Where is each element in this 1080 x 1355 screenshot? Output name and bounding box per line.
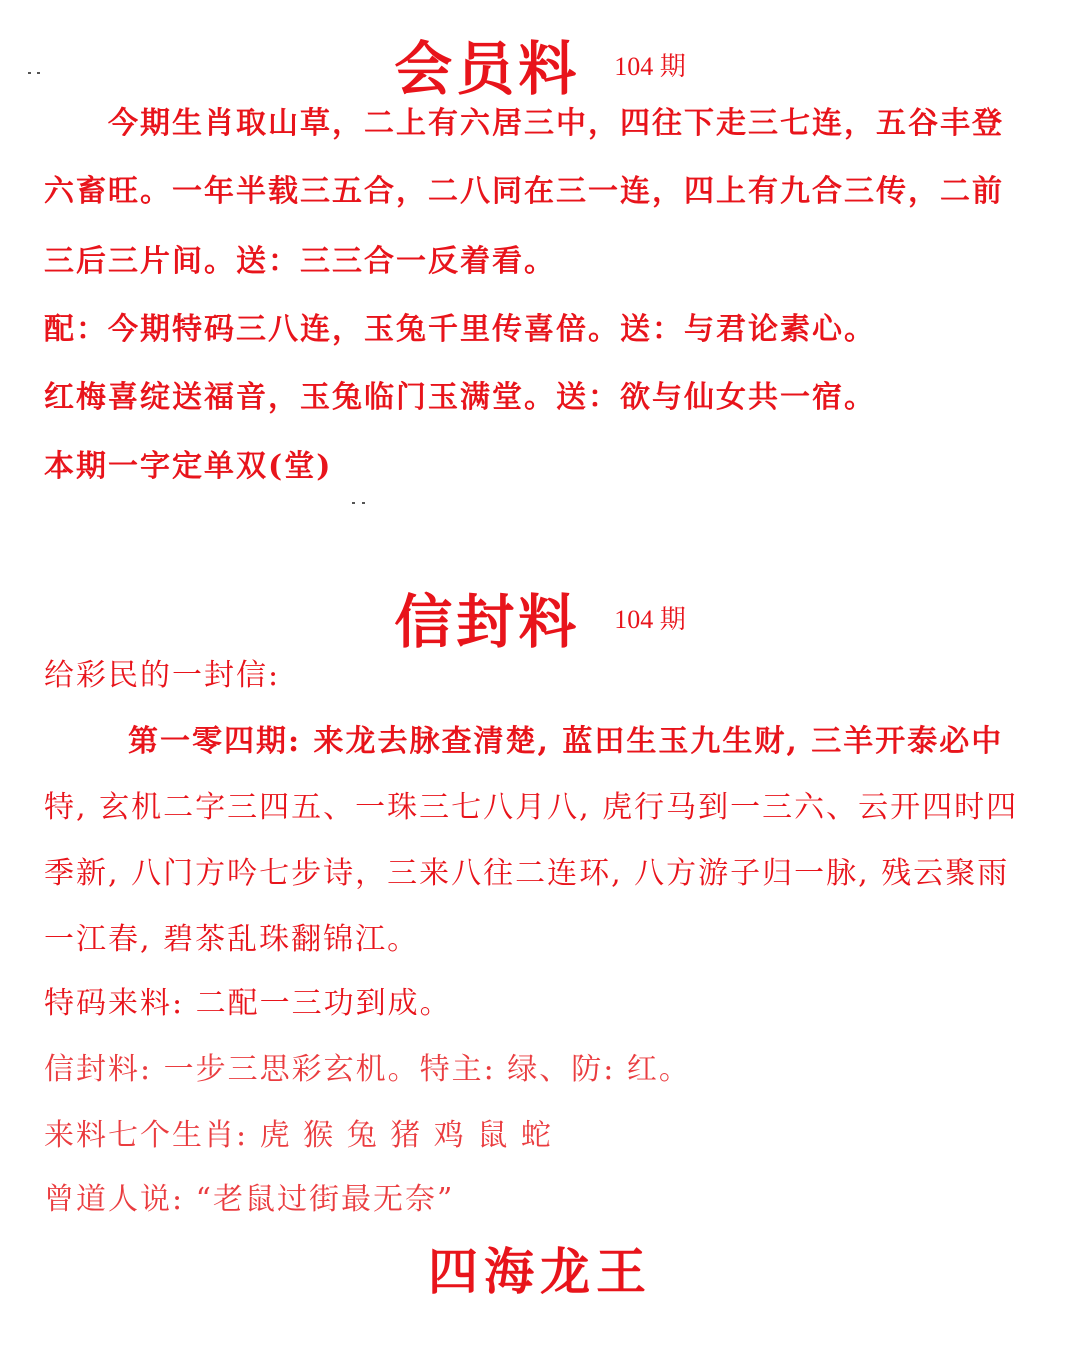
envelope-line-9: 曾道人说: “老鼠过街最无奈” xyxy=(44,1182,455,1217)
member-line-4: 配：今期特码三八连，玉兔千里传喜倍。送：与君论素心。 xyxy=(44,312,876,347)
scan-speck xyxy=(37,72,40,74)
envelope-line-5: 一江春, 碧茶乱珠翻锦江。 xyxy=(44,922,420,957)
scan-speck xyxy=(352,502,355,504)
envelope-line-2: 第一零四期: 来龙去脉查清楚, 蓝田生玉九生财, 三羊开泰必中 xyxy=(128,724,1004,759)
envelope-line-1: 给彩民的一封信: xyxy=(44,658,281,693)
member-line-2: 六畜旺。一年半载三五合，二八同在三一连，四上有九合三传，二前 xyxy=(44,174,1004,209)
member-line-6: 本期一字定单双(堂) xyxy=(44,449,333,484)
scan-speck xyxy=(362,502,365,504)
member-heading xyxy=(0,22,1080,106)
member-line-5: 红梅喜绽送福音，玉兔临门玉满堂。送：欲与仙女共一宿。 xyxy=(44,380,876,415)
member-line-1: 今期生肖取山草，二上有六居三中，四往下走三七连，五谷丰登 xyxy=(108,106,1004,141)
envelope-line-7: 信封料: 一步三思彩玄机。特主: 绿、防: 红。 xyxy=(44,1052,691,1087)
envelope-issue: 104 期 xyxy=(614,604,686,634)
scan-speck xyxy=(28,72,31,74)
envelope-heading xyxy=(0,575,1080,659)
signature: 四海龙王 xyxy=(428,1242,652,1301)
envelope-line-6: 特码来料: 二配一三功到成。 xyxy=(44,986,452,1021)
member-issue: 104 期 xyxy=(614,51,686,81)
envelope-title: 信封料 xyxy=(394,588,581,656)
envelope-line-8: 来料七个生肖: 虎 猴 兔 猪 鸡 鼠 蛇 xyxy=(44,1118,553,1153)
envelope-line-3: 特, 玄机二字三四五、一珠三七八月八, 虎行马到一三六、云开四时四 xyxy=(44,790,1019,825)
member-title: 会员料 xyxy=(394,35,581,103)
envelope-line-4: 季新, 八门方吟七步诗，三来八往二连环, 八方游子归一脉, 残云聚雨 xyxy=(44,856,1010,891)
member-line-3: 三后三片间。送：三三合一反着看。 xyxy=(44,244,556,279)
